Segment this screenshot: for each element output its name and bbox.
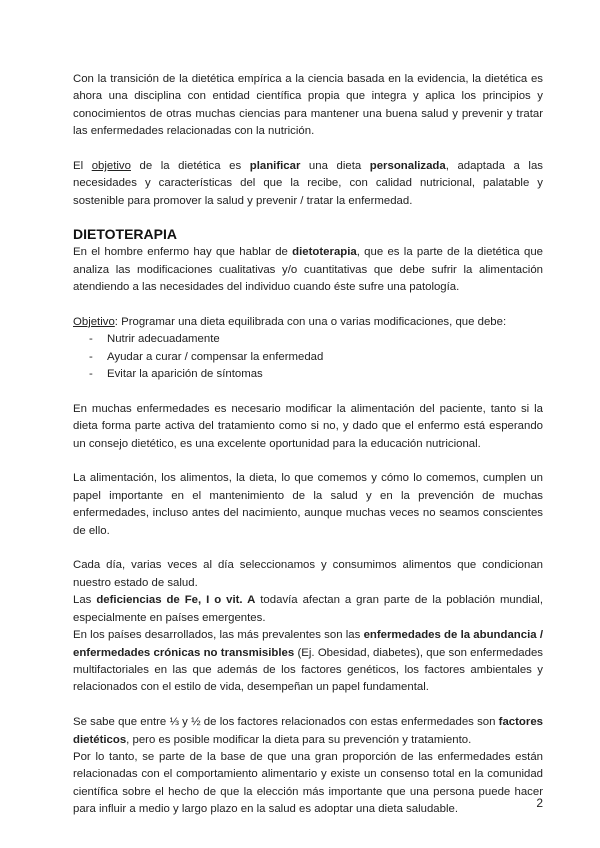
bold-text: enfermedades de la abundancia / enfermedades crónicas no transmisibles	[73, 629, 543, 659]
factores-paragraph	[73, 714, 543, 749]
enfermedades-paragraph	[73, 627, 543, 697]
text-run: una dieta	[300, 160, 370, 173]
text-run: , adaptada a las necesidades y características del que la recibe, con calidad nutricional, palatable y sostenible para promover la salud y prevenir / tratar la enfermedad.	[73, 160, 543, 207]
objective-paragraph	[73, 158, 543, 210]
bold-text: personalizada	[369, 160, 446, 173]
paragraph: En muchas enfermedades es necesario modificar la alimentación del paciente, tanto si la dieta forma parte activa del tratamiento como si no, y dado que el enfermo está esperando un consejo dietético, es una excelente oportunidad para la educación nutricional.	[73, 402, 543, 450]
text-run: : Programar una dieta equilibrada con una o varias modificaciones, que debe:	[114, 315, 507, 328]
list-item: - Nutrir adecuadamente	[73, 331, 543, 348]
objective-list	[73, 331, 543, 383]
bold-text: deficiencias de Fe, I o vit. A	[96, 594, 256, 607]
text-run: Las	[73, 594, 97, 607]
list-item: - Ayudar a curar / compensar la enfermedad	[73, 349, 543, 366]
text-run: El	[73, 160, 92, 173]
bold-text: factores dietéticos	[73, 716, 543, 746]
text-run: En el hombre enfermo hay que hablar de	[73, 246, 293, 259]
text-run: (Ej. Obesidad, diabetes), que son enfermedades multifactoriales en las que además de los factores genéticos, los factores ambientales y relacionados con el estilo de vida, desempeñan un papel fundamental.	[73, 646, 543, 694]
text-run: , que es la parte de la dietética que analiza las modificaciones cualitativas y/o cuantitativas que debe sufrir la alimentación atendiendo a las necesidades del individuo cuando éste sufre una patología.	[73, 246, 543, 294]
dietoterapia-paragraph	[73, 244, 543, 296]
paragraph: Por lo tanto, se parte de la base de que una gran proporción de las enfermedades están relacionadas con el comportamiento alimentario y existe un consenso total en la comunidad científica sobre el hecho de que la elección más importante que una persona puede hacer para influir a medio y largo plazo en la salud es adoptar una dieta saludable.	[73, 750, 543, 816]
underlined-text: objetivo	[91, 160, 131, 173]
text-run: En los países desarrollados, las más prevalentes son las	[73, 629, 364, 642]
bold-text: dietoterapia	[292, 246, 357, 259]
text-run: , pero es posible modificar la dieta para su prevención y tratamiento.	[126, 733, 472, 746]
underlined-text: Objetivo	[73, 315, 115, 328]
paragraph: Cada día, varias veces al día seleccionamos y consumimos alimentos que condicionan nuestro estado de salud.	[73, 559, 543, 589]
bold-text: planificar	[249, 160, 301, 173]
objective-intro	[73, 314, 543, 331]
page-number: 2	[536, 796, 543, 810]
text-run: Se sabe que entre ⅓ y ½ de los factores relacionados con estas enfermedades son	[73, 716, 499, 729]
paragraph: La alimentación, los alimentos, la dieta, lo que comemos y cómo lo comemos, cumplen un papel importante en el mantenimiento de la salud y en la prevención de muchas enfermedades, incluso antes del nacimiento, aunque muchas veces no seamos conscientes de ello.	[73, 472, 543, 537]
document-body	[73, 71, 543, 819]
text-run: de la dietética es	[130, 160, 250, 173]
list-item: - Evitar la aparición de síntomas	[73, 366, 543, 383]
deficiencias-paragraph	[73, 592, 543, 627]
text-run: todavía afectan a gran parte de la población mundial, especialmente en países emergentes.	[73, 594, 543, 624]
intro-paragraph: Con la transición de la dietética empírica a la ciencia basada en la evidencia, la dietética es ahora una disciplina con entidad científica propia que integra y aplica los principios y conocimientos de otras muchas ciencias para mantener una buena salud y prevenir y tratar las enfermedades relacionadas con la nutrición.	[73, 73, 543, 138]
section-heading: DIETOTERAPIA	[73, 226, 177, 243]
